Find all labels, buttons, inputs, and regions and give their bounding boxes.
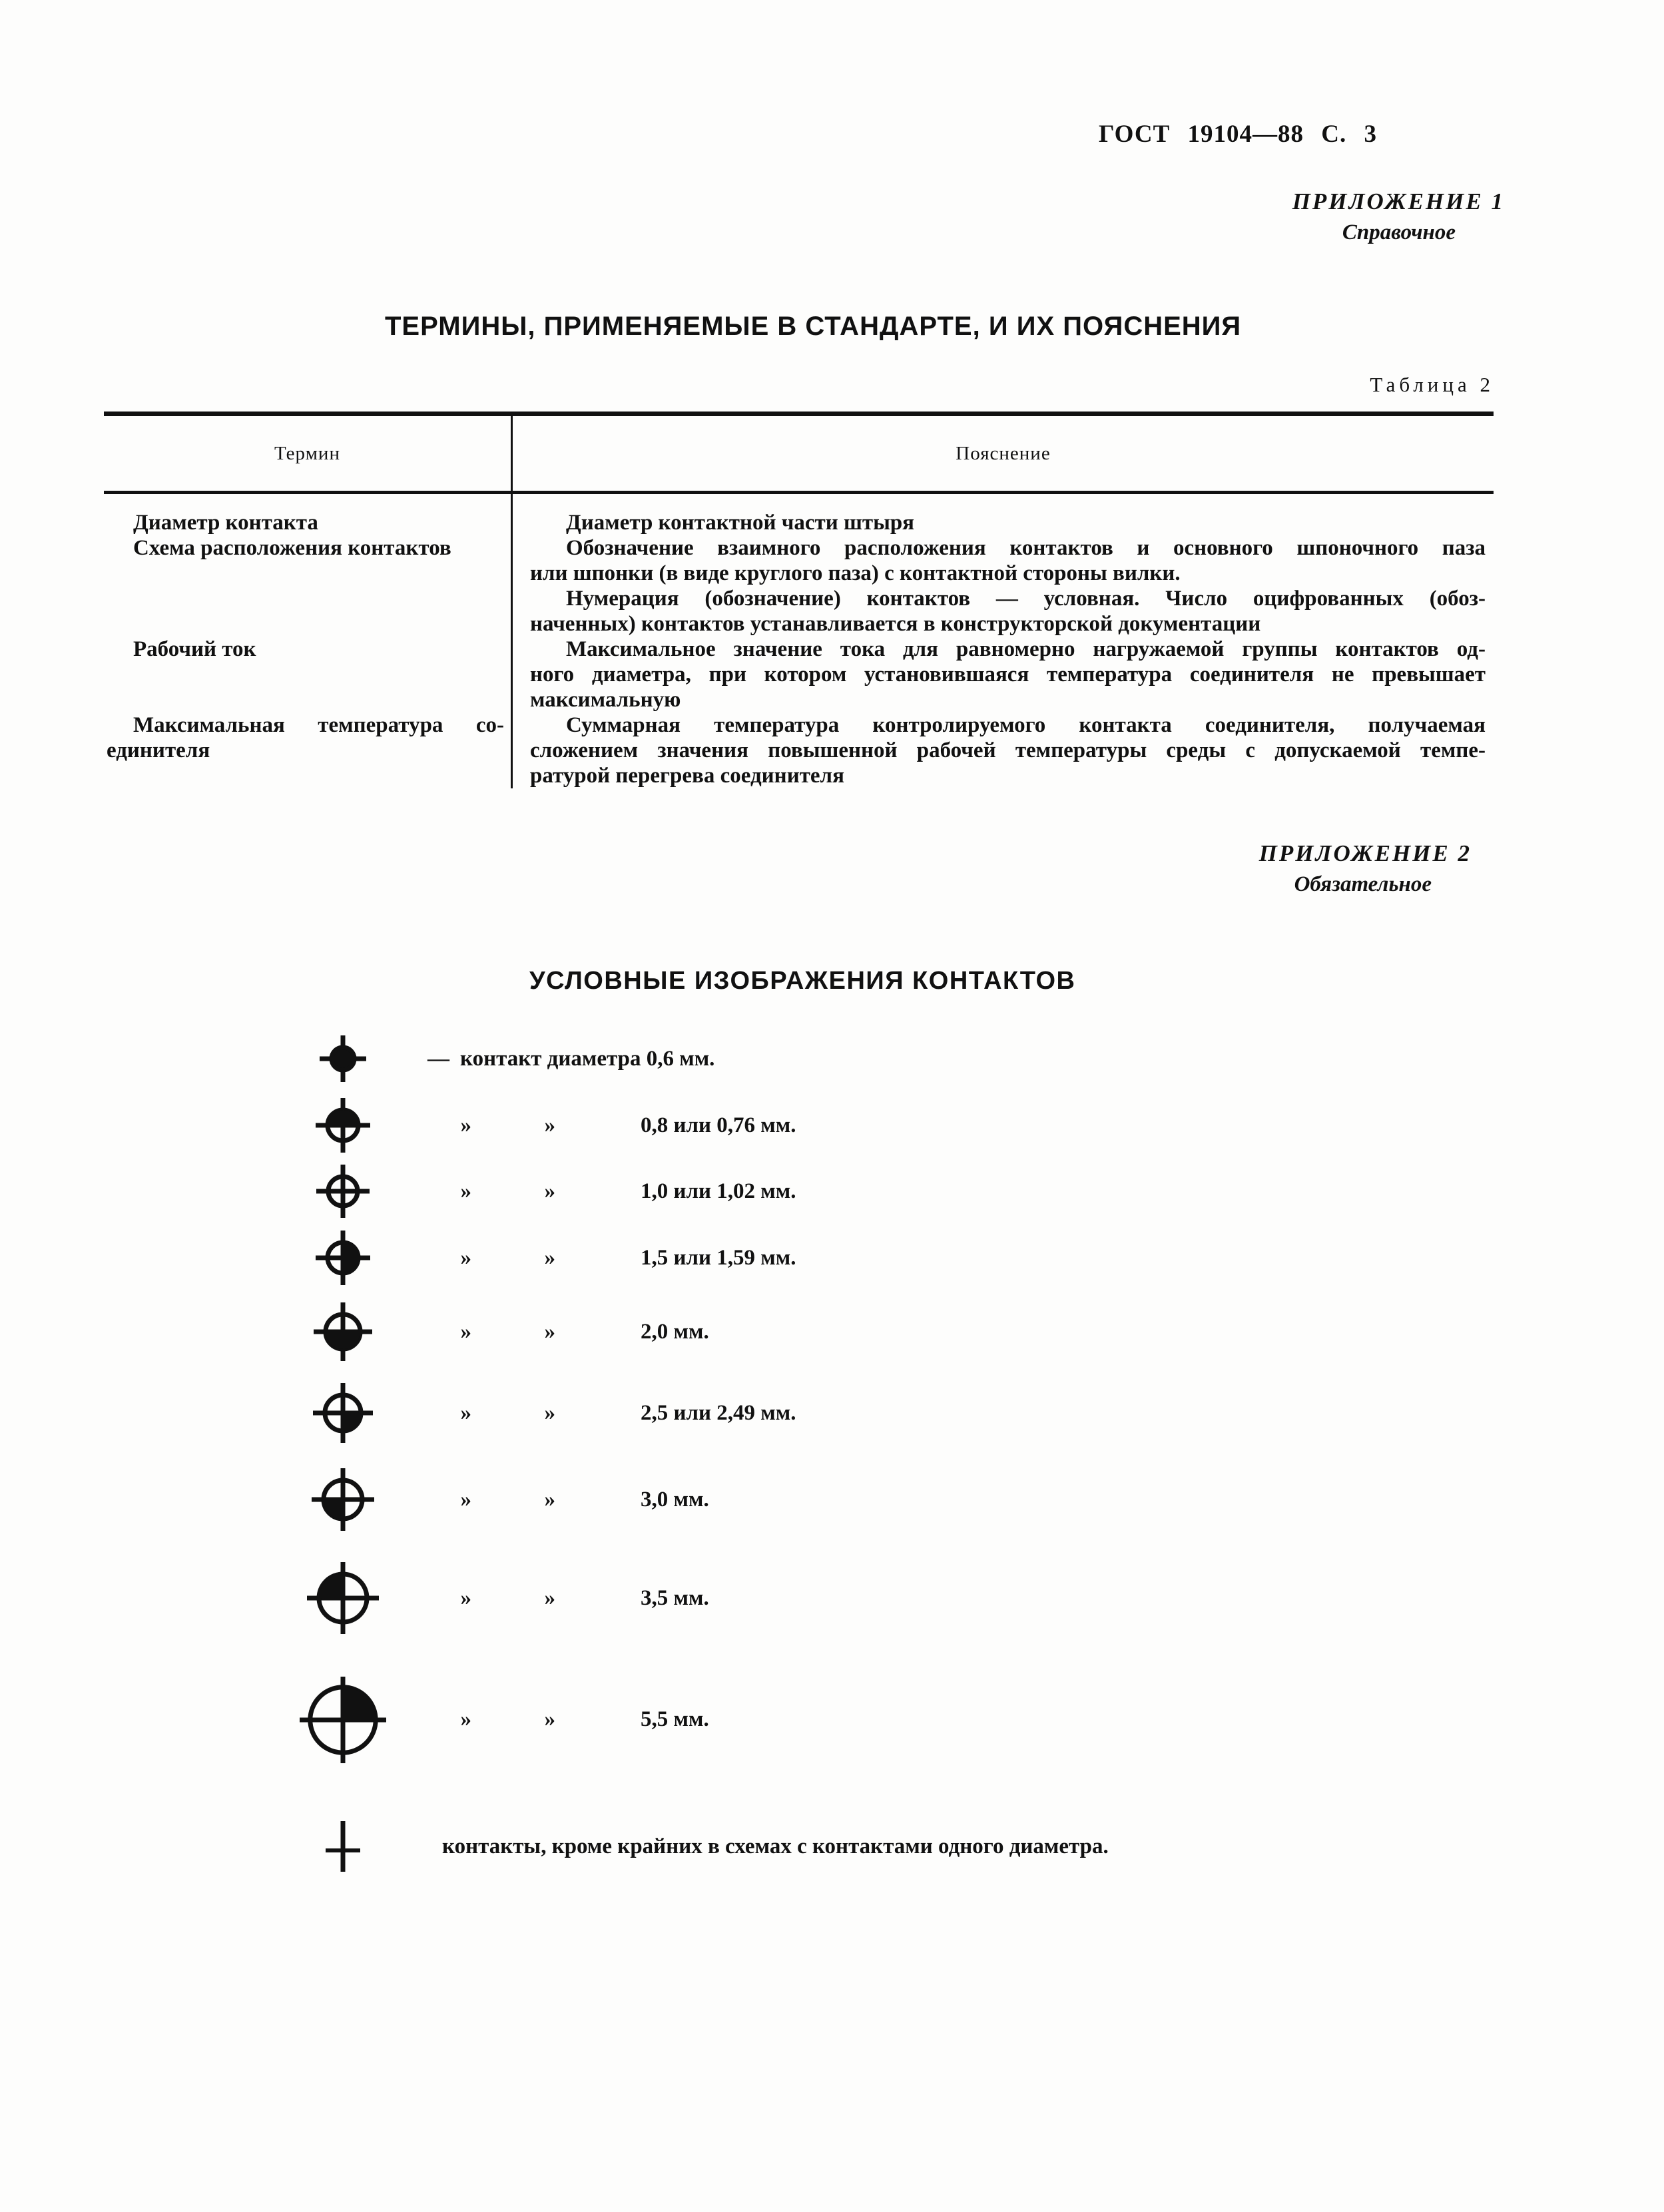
symbol-row-generic xyxy=(300,1818,1432,1874)
contact-0-8-icon xyxy=(300,1098,386,1153)
explanation-cell xyxy=(513,494,1494,535)
term-cell xyxy=(104,494,513,535)
ditto-mark: » xyxy=(544,1113,555,1137)
ditto-mark: » xyxy=(544,1245,555,1270)
symbol-label: 1,5 или 1,59 мм. xyxy=(641,1245,796,1270)
term-cell xyxy=(104,535,513,637)
appendix-1-label: ПРИЛОЖЕНИЕ 1 xyxy=(1292,188,1505,214)
appendix-2-heading xyxy=(1099,840,1472,897)
text-line: Обозначение взаимного расположения контактов и основного шпоночного паза xyxy=(566,536,1486,560)
contact-generic-cross-icon xyxy=(300,1818,386,1874)
symbol-label: 3,0 мм. xyxy=(641,1487,709,1512)
explanation-paragraph xyxy=(530,535,1486,586)
contact-1-0-icon xyxy=(300,1165,386,1218)
contact-1-5-icon xyxy=(300,1231,386,1285)
text-line: единителя xyxy=(107,738,210,762)
table-body xyxy=(104,494,1494,788)
terms-table xyxy=(104,412,1494,788)
appendix-2-note: Обязательное xyxy=(1294,872,1432,896)
text-line: ного диаметра, при котором установившаяся температура соединителя не превышает xyxy=(530,663,1486,687)
text-line: Диаметр контактной части штыря xyxy=(566,511,915,535)
symbol-label: 2,0 мм. xyxy=(641,1319,709,1344)
column-header-explanation: Пояснение xyxy=(513,416,1494,494)
ditto-mark: » xyxy=(544,1487,555,1512)
ditto-mark: » xyxy=(460,1487,471,1512)
symbol-label: 5,5 мм. xyxy=(641,1707,709,1731)
ditto-mark: » xyxy=(460,1585,471,1610)
contact-3-0-icon xyxy=(300,1468,386,1531)
ditto-mark: » xyxy=(460,1179,471,1203)
text-line: Рабочий ток xyxy=(133,637,256,661)
explanation-paragraph xyxy=(530,712,1486,788)
ditto-mark: » xyxy=(544,1179,555,1203)
term-cell xyxy=(104,712,513,788)
text-line: Максимальная температура со- xyxy=(133,713,504,737)
table-label: Таблица 2 xyxy=(1370,373,1494,396)
contact-3-5-icon xyxy=(300,1562,386,1634)
symbol-row xyxy=(300,1092,1432,1159)
symbol-row xyxy=(300,1025,1432,1092)
ditto-mark: » xyxy=(544,1707,555,1731)
text-line: наченных) контактов устанавливается в конструкторской документации xyxy=(530,612,1261,636)
contact-2-5-icon xyxy=(300,1383,386,1443)
symbol-row xyxy=(300,1292,1432,1372)
symbol-label: 1,0 или 1,02 мм. xyxy=(641,1179,796,1203)
text-line: Диаметр контакта xyxy=(133,511,318,535)
ditto-mark: » xyxy=(460,1707,471,1731)
symbol-label: контакт диаметра 0,6 мм. xyxy=(460,1046,715,1071)
explanation-paragraph xyxy=(530,586,1486,637)
dash-mark: — xyxy=(427,1046,449,1071)
contact-5-5-icon xyxy=(300,1671,386,1769)
terms-table-header xyxy=(104,416,1494,494)
symbol-row xyxy=(300,1372,1432,1454)
ditto-mark: » xyxy=(460,1319,471,1344)
text-line: Нумерация (обозначение) контактов — условная. Число оцифрованных (обоз- xyxy=(566,587,1486,611)
ditto-mark: » xyxy=(460,1245,471,1270)
symbol-label: контакты, кроме крайних в схемах с контактами одного диаметра. xyxy=(442,1834,1109,1858)
contact-2-0-icon xyxy=(300,1302,386,1361)
symbol-label: 0,8 или 0,76 мм. xyxy=(641,1113,796,1137)
symbol-row xyxy=(300,1159,1432,1224)
symbol-list xyxy=(300,1025,1432,1874)
explanation-cell xyxy=(513,712,1494,788)
text-line: ратурой перегрева соединителя xyxy=(530,764,844,788)
symbol-row xyxy=(300,1651,1432,1788)
symbol-label: 2,5 или 2,49 мм. xyxy=(641,1400,796,1425)
explanation-cell xyxy=(513,637,1494,712)
appendix-1-heading xyxy=(1132,188,1505,245)
ditto-mark: » xyxy=(544,1319,555,1344)
ditto-mark: » xyxy=(460,1400,471,1425)
symbol-row xyxy=(300,1224,1432,1292)
contact-0-6-icon xyxy=(300,1035,386,1082)
page-header: ГОСТ 19104—88 С. 3 xyxy=(1099,121,1377,148)
explanation-paragraph xyxy=(530,637,1486,712)
appendix-1-note: Справочное xyxy=(1342,220,1456,244)
ditto-mark: » xyxy=(460,1113,471,1137)
text-line: Максимальное значение тока для равномерно нагружаемой группы контактов од- xyxy=(566,637,1486,661)
symbol-row xyxy=(300,1454,1432,1545)
ditto-mark: » xyxy=(544,1400,555,1425)
symbol-label: 3,5 мм. xyxy=(641,1585,709,1610)
explanation-paragraph xyxy=(530,510,1486,535)
text-line: сложением значения повышенной рабочей температуры среды с допускаемой темпе- xyxy=(530,738,1486,762)
terms-section-title: ТЕРМИНЫ, ПРИМЕНЯЕМЫЕ В СТАНДАРТЕ, И ИХ ПОЯСНЕНИЯ xyxy=(385,312,1242,341)
symbol-row xyxy=(300,1545,1432,1651)
text-line: Суммарная температура контролируемого контакта соединителя, получаемая xyxy=(566,713,1486,737)
appendix-2-label: ПРИЛОЖЕНИЕ 2 xyxy=(1258,840,1472,866)
explanation-cell xyxy=(513,535,1494,637)
text-line: или шпонки (в виде круглого паза) с контактной стороны вилки. xyxy=(530,561,1181,585)
text-line: максимальную xyxy=(530,688,681,712)
term-cell xyxy=(104,637,513,712)
text-line: Схема расположения контактов xyxy=(133,536,451,560)
column-header-term: Термин xyxy=(104,416,513,494)
ditto-mark: » xyxy=(544,1585,555,1610)
symbols-section-title: УСЛОВНЫЕ ИЗОБРАЖЕНИЯ КОНТАКТОВ xyxy=(529,967,1076,995)
